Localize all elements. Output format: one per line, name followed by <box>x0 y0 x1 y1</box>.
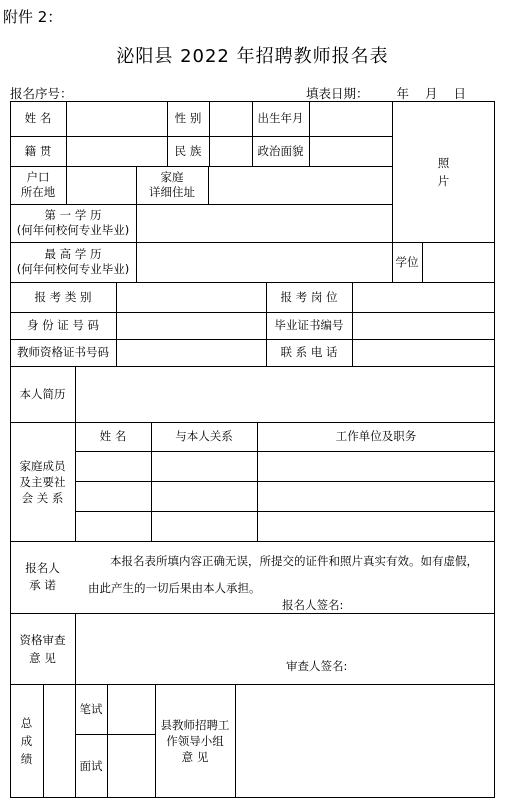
family-members-label <box>10 422 75 541</box>
leader-label-2: 作领导小组 <box>166 734 224 748</box>
gender-label: 性 别 <box>174 111 202 125</box>
hukou-label <box>10 166 66 204</box>
exam-category-label: 报 考 类 别 <box>34 289 92 304</box>
highest-degree-label-2: (何年何校何专业毕业) <box>16 262 130 276</box>
leader-label-3: 意 见 <box>181 750 209 764</box>
qualification-review-label <box>10 613 75 684</box>
native-place-label: 籍 贯 <box>24 143 52 158</box>
review-label-1: 资格审查 <box>19 632 66 647</box>
total-score-label <box>10 684 43 798</box>
teacher-cert-number-label: 教师资格证书号码 <box>17 345 109 359</box>
family-label-3: 会 关 系 <box>21 490 64 505</box>
family-work-header: 工作单位及职务 <box>335 429 417 443</box>
home-address-label <box>136 166 208 204</box>
family-relation-header: 与本人关系 <box>175 429 233 443</box>
review-label-2: 意 见 <box>29 650 56 665</box>
degree-label: 学位 <box>395 254 419 269</box>
family-name-header: 姓 名 <box>99 429 127 443</box>
fill-date-label: 填表日期： <box>306 86 369 101</box>
family-label-1: 家庭成员 <box>19 458 66 473</box>
date-year-label: 年 <box>396 86 410 101</box>
total-label-1: 总 <box>20 716 33 730</box>
reviewer-signature-label: 审查人签名: <box>286 659 348 673</box>
id-number-label: 身 份 证 号 码 <box>26 318 100 332</box>
leader-label-1: 县教师招聘工 <box>160 718 230 732</box>
photo-box <box>392 101 495 242</box>
first-degree-label <box>10 204 136 242</box>
first-degree-label-2: (何年何校何专业毕业) <box>16 223 130 237</box>
exam-post-label: 报 考 岗 位 <box>280 289 338 304</box>
promise-label-2: 承 诺 <box>29 578 56 592</box>
family-label-2: 及主要社 <box>19 474 66 489</box>
total-label-3: 绩 <box>20 752 33 766</box>
written-exam-label: 笔试 <box>79 701 103 716</box>
photo-label-2: 片 <box>437 173 450 188</box>
highest-degree-label <box>10 242 136 282</box>
promise-label-1: 报名人 <box>25 561 60 575</box>
date-day-label: 日 <box>453 86 467 101</box>
photo-label-1: 照 <box>437 155 450 170</box>
phone-label: 联 系 电 话 <box>280 345 338 359</box>
applicant-promise-label <box>10 541 75 613</box>
annex-label: 附件 2： <box>3 8 63 26</box>
diploma-number-label: 毕业证书编号 <box>274 318 344 332</box>
first-degree-label-1: 第 一 学 历 <box>44 208 102 222</box>
page-title: 泌阳县 2022 年招聘教师报名表 <box>116 46 389 67</box>
total-label-2: 成 <box>20 734 33 748</box>
applicant-signature-label: 报名人签名: <box>282 598 344 612</box>
promise-text-line-2: 由此产生的一切后果由本人承担。 <box>88 581 261 595</box>
ethnicity-label: 民 族 <box>174 143 202 158</box>
birth-date-label: 出生年月 <box>257 111 304 125</box>
political-status-label: 政治面貌 <box>257 143 304 158</box>
serial-number-label: 报名序号： <box>10 86 73 101</box>
promise-text-line-1: 本报名表所填内容正确无误，所提交的证件和照片真实有效。如有虚假， <box>110 554 478 568</box>
home-address-label-2: 详细住址 <box>149 185 195 199</box>
leadership-group-opinion-label <box>155 684 235 798</box>
resume-label: 本人简历 <box>19 386 66 401</box>
interview-label: 面试 <box>79 758 103 773</box>
home-address-label-1: 家庭 <box>160 170 184 184</box>
hukou-label-2: 所在地 <box>20 185 56 199</box>
date-month-label: 月 <box>425 86 438 101</box>
hukou-label-1: 户口 <box>26 170 50 184</box>
name-label: 姓 名 <box>24 111 52 125</box>
highest-degree-label-1: 最 高 学 历 <box>44 247 102 261</box>
